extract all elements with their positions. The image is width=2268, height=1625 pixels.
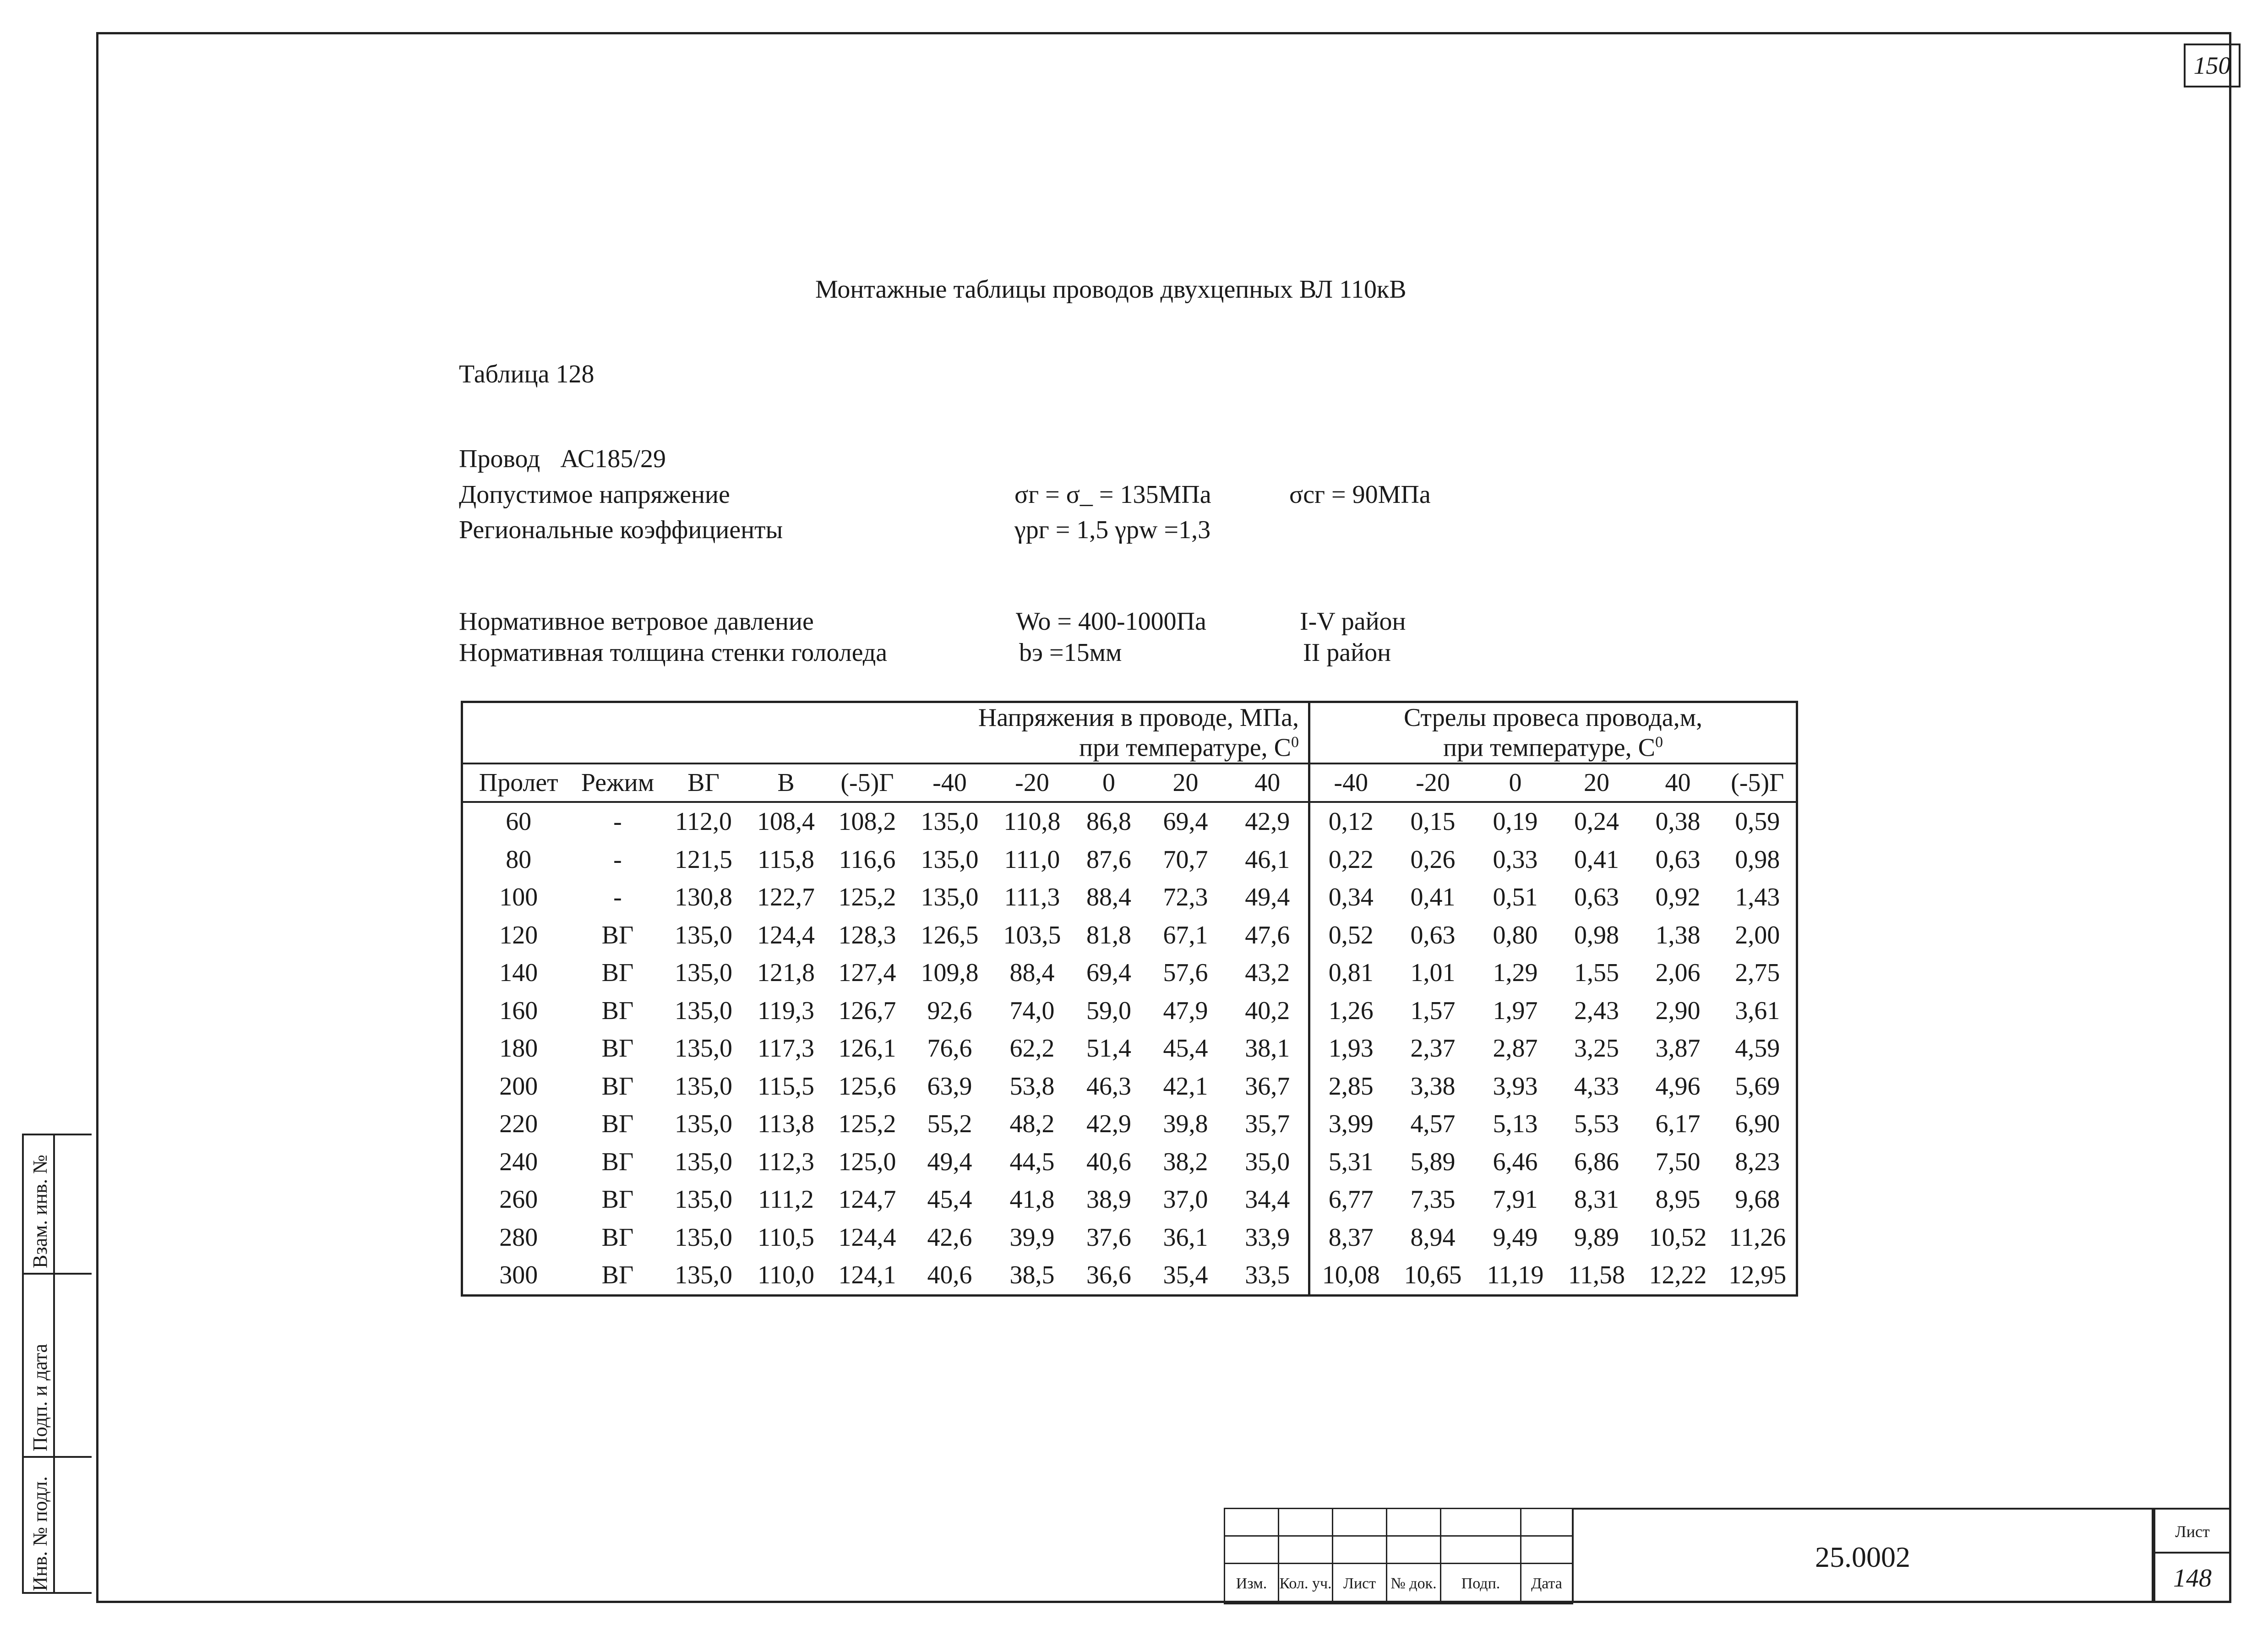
table-cell: 260 (499, 1185, 538, 1214)
stress-avg-value: σсг = 90МПа (1289, 480, 1431, 509)
table-cell: 135,0 (675, 1261, 732, 1290)
coef-label: Региональные коэффициенты (459, 516, 783, 544)
table-cell: 39,9 (1009, 1223, 1055, 1252)
table-cell: 0,80 (1493, 921, 1538, 949)
table-row (462, 954, 1797, 992)
table-cell: 4,57 (1410, 1110, 1456, 1139)
table-cell: 8,95 (1655, 1185, 1701, 1214)
table-cell: 11,26 (1729, 1223, 1786, 1252)
table-cell: 135,0 (675, 1110, 732, 1139)
table-cell: 3,99 (1309, 1105, 1392, 1143)
table-cell: 0,63 (1410, 921, 1456, 949)
table-cell: 116,6 (839, 845, 896, 874)
table-cell: 126,1 (838, 1034, 896, 1063)
stress-value: σг = σ_ = 135МПа (1014, 480, 1211, 509)
table-cell: 111,0 (1004, 845, 1060, 874)
table-cell: 240 (499, 1147, 538, 1176)
table-cell: 60 (506, 807, 532, 836)
table-cell: 220 (499, 1110, 538, 1139)
table-cell: 112,0 (675, 807, 732, 836)
table-cell: 45,4 (927, 1185, 972, 1214)
installation-table (461, 701, 1798, 1297)
ice-region: II район (1303, 638, 1391, 667)
table-row (462, 1256, 1797, 1295)
page-title: Монтажные таблицы проводов двухцепных ВЛ 110кВ (815, 275, 1407, 304)
table-cell: 1,57 (1410, 996, 1456, 1025)
table-cell: 87,6 (1086, 845, 1131, 874)
sheet-number: 148 (2173, 1564, 2212, 1592)
tb-header: Лист (1333, 1564, 1387, 1604)
table-cell: 92,6 (927, 996, 972, 1025)
table-cell: 0,19 (1493, 807, 1538, 836)
table-cell: 121,5 (675, 845, 732, 874)
table-cell: 10,65 (1404, 1261, 1462, 1290)
table-cell: 88,4 (1086, 883, 1131, 912)
table-cell: ВГ (601, 1147, 634, 1176)
table-cell: 59,0 (1086, 996, 1131, 1025)
table-cell: 0,92 (1655, 883, 1701, 912)
col-header: 40 (1227, 763, 1309, 802)
table-cell: 103,5 (1003, 921, 1061, 949)
table-cell: 110,0 (758, 1261, 814, 1290)
table-cell: 10,08 (1309, 1256, 1392, 1295)
ice-label: Нормативная толщина стенки гололеда (459, 638, 888, 667)
stress-label: Допустимое напряжение (459, 480, 730, 509)
table-cell: 46,1 (1245, 845, 1290, 874)
table-cell: 125,2 (838, 883, 896, 912)
col-header: ВГ (661, 763, 746, 802)
table-cell: 0,81 (1309, 954, 1392, 992)
table-cell: 3,93 (1493, 1072, 1538, 1101)
table-cell: 57,6 (1163, 959, 1208, 987)
table-cell: 69,4 (1086, 959, 1131, 987)
table-row (462, 841, 1797, 879)
table-cell: 39,8 (1163, 1110, 1208, 1139)
table-cell: 2,85 (1309, 1068, 1392, 1106)
table-cell: 125,6 (838, 1072, 896, 1101)
table-cell: 180 (499, 1034, 538, 1063)
table-cell: 111,2 (758, 1185, 814, 1214)
group-header-sag (1309, 702, 1797, 764)
table-cell: 108,2 (838, 807, 896, 836)
table-cell: 0,15 (1410, 807, 1456, 836)
table-cell: 115,8 (758, 845, 814, 874)
table-cell: 135,0 (675, 1147, 732, 1176)
table-cell: 10,52 (1649, 1223, 1707, 1252)
table-row (462, 992, 1797, 1030)
table-cell: 40,6 (927, 1261, 972, 1290)
table-cell: 88,4 (1009, 959, 1055, 987)
wire-line (459, 444, 666, 474)
table-cell: 135,0 (921, 807, 979, 836)
table-cell: ВГ (601, 959, 634, 987)
table-cell: 140 (499, 959, 538, 987)
table-cell: 6,17 (1655, 1110, 1701, 1139)
table-cell: 5,69 (1735, 1072, 1780, 1101)
degree-sup: 0 (1655, 734, 1663, 751)
group-header-sag-temp: при температуре, С (1443, 733, 1655, 762)
table-cell: 125,2 (838, 1110, 896, 1139)
table-cell: 0,38 (1655, 807, 1701, 836)
table-cell: 3,87 (1655, 1034, 1701, 1063)
table-cell: 121,8 (757, 959, 815, 987)
table-cell: 0,98 (1574, 921, 1619, 949)
col-header: (-5)Г (1719, 763, 1797, 802)
table-cell: 4,96 (1655, 1072, 1701, 1101)
table-cell: 2,75 (1735, 959, 1780, 987)
table-cell: ВГ (601, 1034, 634, 1063)
table-cell: 38,5 (1009, 1261, 1055, 1290)
table-cell: 49,4 (1245, 883, 1290, 912)
table-cell: 0,63 (1574, 883, 1619, 912)
table-cell: 108,4 (757, 807, 815, 836)
table-cell: 109,8 (921, 959, 979, 987)
table-cell: 0,26 (1410, 845, 1456, 874)
table-cell: 200 (499, 1072, 538, 1101)
strip-separator (24, 1456, 92, 1458)
table-cell: 119,3 (758, 996, 814, 1025)
table-cell: - (613, 883, 622, 912)
table-cell: ВГ (601, 996, 634, 1025)
table-cell: 9,68 (1735, 1185, 1780, 1214)
strip-inv-label: Инв. № подл. (29, 1476, 51, 1591)
table-cell: 135,0 (921, 845, 979, 874)
coef-value: γрг = 1,5 γpw =1,3 (1014, 516, 1211, 544)
sheet-box (2154, 1508, 2231, 1603)
table-cell: 35,4 (1163, 1261, 1208, 1290)
table-cell: 5,89 (1410, 1147, 1456, 1176)
title-block (1224, 1508, 2231, 1603)
table-cell: 38,2 (1163, 1147, 1208, 1176)
table-cell: 124,1 (838, 1261, 896, 1290)
table-cell: 2,43 (1574, 996, 1619, 1025)
table-cell: 1,97 (1493, 996, 1538, 1025)
group-header-stress-line2 (463, 730, 1299, 760)
table-cell: 0,41 (1410, 883, 1456, 912)
table-cell: 8,37 (1309, 1219, 1392, 1257)
table-cell: 51,4 (1086, 1034, 1131, 1063)
table-cell: 1,93 (1309, 1030, 1392, 1068)
table-cell: 47,6 (1245, 921, 1290, 949)
degree-sup: 0 (1291, 734, 1299, 751)
sheet-label: Лист (2155, 1510, 2230, 1554)
table-cell: 12,95 (1728, 1261, 1787, 1290)
table-cell: 33,5 (1245, 1261, 1290, 1290)
table-cell: 0,63 (1655, 845, 1701, 874)
tb-header: Изм. (1225, 1564, 1279, 1604)
table-row (462, 1105, 1797, 1143)
wire-value: АС185/29 (560, 445, 666, 473)
table-cell: 0,98 (1735, 845, 1780, 874)
table-cell: 35,7 (1245, 1110, 1290, 1139)
table-cell: 11,19 (1487, 1261, 1544, 1290)
table-cell: 49,4 (927, 1147, 972, 1176)
table-row (462, 916, 1797, 954)
table-cell: 1,43 (1735, 883, 1780, 912)
table-cell: 124,4 (757, 921, 815, 949)
table-cell: 4,59 (1735, 1034, 1780, 1063)
table-cell: 46,3 (1086, 1072, 1131, 1101)
table-cell: 5,13 (1493, 1110, 1538, 1139)
col-header: -20 (1392, 763, 1474, 802)
table-cell: ВГ (601, 1261, 634, 1290)
group-header-stress-temp: при температуре, С (1079, 733, 1291, 762)
table-cell: 130,8 (675, 883, 732, 912)
table-cell: 43,2 (1245, 959, 1290, 987)
col-header: 20 (1557, 763, 1637, 802)
table-cell: 135,0 (675, 959, 732, 987)
col-header: Режим (574, 763, 661, 802)
table-cell: ВГ (601, 1185, 634, 1214)
table-cell: 9,49 (1493, 1223, 1538, 1252)
page-number-stamp: 150 (2184, 44, 2241, 87)
col-header: (-5)Г (826, 763, 909, 802)
table-cell: 36,7 (1245, 1072, 1290, 1101)
table-cell: 6,46 (1493, 1147, 1538, 1176)
table-cell: 55,2 (927, 1110, 972, 1139)
table-cell: 6,77 (1309, 1181, 1392, 1219)
col-header: 20 (1145, 763, 1227, 802)
table-cell: 280 (499, 1223, 538, 1252)
table-cell: 117,3 (758, 1034, 814, 1063)
table-cell: 127,4 (838, 959, 896, 987)
table-cell: 38,1 (1245, 1034, 1290, 1063)
table-cell: 0,51 (1493, 883, 1538, 912)
table-cell: 41,8 (1009, 1185, 1055, 1214)
table-cell: - (613, 807, 622, 836)
table-cell: 115,5 (758, 1072, 814, 1101)
table-cell: 1,38 (1655, 921, 1701, 949)
group-header-stress-line1: Напряжения в проводе, МПа, (978, 703, 1299, 732)
table-cell: 69,4 (1163, 807, 1208, 836)
table-cell: 36,6 (1086, 1261, 1131, 1290)
column-header-row (462, 763, 1797, 802)
table-cell: 2,00 (1735, 921, 1780, 949)
group-header-sag-line1: Стрелы провеса провода,м, (1403, 703, 1703, 732)
table-cell: 42,9 (1245, 807, 1290, 836)
col-header: 40 (1637, 763, 1719, 802)
table-row (462, 878, 1797, 916)
table-cell: 72,3 (1163, 883, 1208, 912)
table-cell: 42,9 (1086, 1110, 1131, 1139)
col-header: 0 (1074, 763, 1145, 802)
table-cell: 125,0 (838, 1147, 896, 1176)
table-row (462, 1143, 1797, 1181)
table-cell: 0,34 (1309, 878, 1392, 916)
table-cell: 76,6 (927, 1034, 972, 1063)
table-cell: 7,35 (1410, 1185, 1456, 1214)
table-cell: 7,50 (1655, 1147, 1701, 1176)
col-header: 0 (1474, 763, 1557, 802)
table-cell: 0,52 (1309, 916, 1392, 954)
group-header-sag-line2 (1310, 730, 1796, 760)
col-header: В (746, 763, 826, 802)
table-cell: 126,5 (921, 921, 979, 949)
table-cell: 135,0 (675, 1034, 732, 1063)
strip-zam-label: Взам. инв. № (29, 1155, 51, 1268)
table-cell: 74,0 (1009, 996, 1055, 1025)
table-row (462, 1030, 1797, 1068)
table-cell: 3,25 (1574, 1034, 1619, 1063)
table-cell: 11,58 (1568, 1261, 1625, 1290)
strip-separator (24, 1273, 92, 1275)
tb-header: Кол. уч. (1279, 1564, 1333, 1604)
table-cell: 81,8 (1086, 921, 1131, 949)
document-code: 25.0002 (1572, 1508, 2154, 1603)
table-cell: 42,1 (1163, 1072, 1208, 1101)
wind-label: Нормативное ветровое давление (459, 607, 814, 636)
table-cell: 53,8 (1009, 1072, 1055, 1101)
table-cell: 135,0 (675, 921, 732, 949)
table-cell: 0,12 (1309, 802, 1392, 841)
table-cell: 12,22 (1649, 1261, 1707, 1290)
table-cell: 2,37 (1410, 1034, 1456, 1063)
table-cell: 112,3 (758, 1147, 814, 1176)
table-row (462, 1219, 1797, 1257)
table-cell: 120 (499, 921, 538, 949)
table-cell: 135,0 (675, 1072, 732, 1101)
table-cell: 7,91 (1493, 1185, 1538, 1214)
table-cell: ВГ (601, 921, 634, 949)
table-cell: 6,90 (1735, 1110, 1780, 1139)
table-cell: 42,6 (927, 1223, 972, 1252)
table-cell: ВГ (601, 1110, 634, 1139)
table-cell: 8,23 (1735, 1147, 1780, 1176)
table-cell: 135,0 (675, 996, 732, 1025)
group-header-stress (462, 702, 1309, 764)
table-cell: 135,0 (675, 1185, 732, 1214)
table-cell: 2,90 (1655, 996, 1701, 1025)
table-cell: 110,8 (1003, 807, 1061, 836)
table-cell: 35,0 (1245, 1147, 1290, 1176)
table-cell: 62,2 (1009, 1034, 1055, 1063)
table-cell: 113,8 (758, 1110, 814, 1139)
table-cell: 38,9 (1086, 1185, 1131, 1214)
table-cell: 0,22 (1309, 841, 1392, 879)
strip-divider (53, 1135, 55, 1592)
table-cell: 1,01 (1410, 959, 1456, 987)
table-body (462, 802, 1797, 1295)
table-cell: 1,29 (1493, 959, 1538, 987)
table-cell: 1,26 (1309, 992, 1392, 1030)
table-cell: 70,7 (1163, 845, 1208, 874)
wind-value: Wo = 400-1000Па (1016, 607, 1206, 636)
table-cell: 135,0 (921, 883, 979, 912)
table-cell: 5,53 (1574, 1110, 1619, 1139)
table-cell: 0,41 (1574, 845, 1619, 874)
title-block-grid (1224, 1508, 1573, 1604)
table-cell: 124,7 (838, 1185, 896, 1214)
table-cell: 128,3 (838, 921, 896, 949)
table-cell: 86,8 (1086, 807, 1131, 836)
table-cell: 124,4 (838, 1223, 896, 1252)
table-cell: 37,0 (1163, 1185, 1208, 1214)
table-cell: 48,2 (1009, 1110, 1055, 1139)
table-cell: 47,9 (1163, 996, 1208, 1025)
table-cell: 34,4 (1245, 1185, 1290, 1214)
tb-header: Подп. (1441, 1564, 1521, 1604)
table-row (462, 1068, 1797, 1106)
table-cell: 4,33 (1574, 1072, 1619, 1101)
wind-region: I-V район (1300, 607, 1406, 636)
table-cell: 6,86 (1574, 1147, 1619, 1176)
tb-header: № док. (1387, 1564, 1441, 1604)
table-cell: 0,24 (1574, 807, 1619, 836)
table-cell: 2,87 (1493, 1034, 1538, 1063)
col-header: -20 (991, 763, 1074, 802)
table-cell: 8,31 (1574, 1185, 1619, 1214)
table-cell: 110,5 (758, 1223, 814, 1252)
table-cell: 67,1 (1163, 921, 1208, 949)
table-cell: 40,2 (1245, 996, 1290, 1025)
table-cell: 9,89 (1574, 1223, 1619, 1252)
table-cell: 111,3 (1004, 883, 1060, 912)
table-cell: 40,6 (1086, 1147, 1131, 1176)
table-cell: 0,33 (1493, 845, 1538, 874)
table-cell: 36,1 (1163, 1223, 1208, 1252)
table-cell: 8,94 (1410, 1223, 1456, 1252)
wire-label: Провод (459, 445, 540, 473)
table-cell: 37,6 (1086, 1223, 1131, 1252)
table-cell: ВГ (601, 1223, 634, 1252)
tb-header: Дата (1521, 1564, 1573, 1604)
left-approval-strip (22, 1134, 92, 1594)
table-row (462, 802, 1797, 841)
table-cell: 135,0 (675, 1223, 732, 1252)
table-row (462, 1181, 1797, 1219)
table-cell: 3,61 (1735, 996, 1780, 1025)
table-cell: 100 (499, 883, 538, 912)
table-cell: 300 (499, 1261, 538, 1290)
table-cell: 44,5 (1009, 1147, 1055, 1176)
strip-podp-label: Подп. и дата (29, 1343, 51, 1451)
ice-value: bэ =15мм (1019, 638, 1122, 667)
table-cell: 0,59 (1735, 807, 1780, 836)
col-header: Пролет (462, 763, 574, 802)
col-header: -40 (909, 763, 991, 802)
table-cell: 2,06 (1655, 959, 1701, 987)
table-cell: 160 (499, 996, 538, 1025)
table-cell: 1,55 (1574, 959, 1619, 987)
table-number: Таблица 128 (459, 360, 594, 388)
table-cell: 126,7 (838, 996, 896, 1025)
table-cell: - (613, 845, 622, 874)
col-header: -40 (1309, 763, 1392, 802)
table-cell: 63,9 (927, 1072, 972, 1101)
table-cell: 33,9 (1245, 1223, 1290, 1252)
table-cell: 3,38 (1410, 1072, 1456, 1101)
table-cell: ВГ (601, 1072, 634, 1101)
table-cell: 80 (506, 845, 532, 874)
table-cell: 45,4 (1163, 1034, 1208, 1063)
table-cell: 5,31 (1309, 1143, 1392, 1181)
table-cell: 122,7 (757, 883, 815, 912)
